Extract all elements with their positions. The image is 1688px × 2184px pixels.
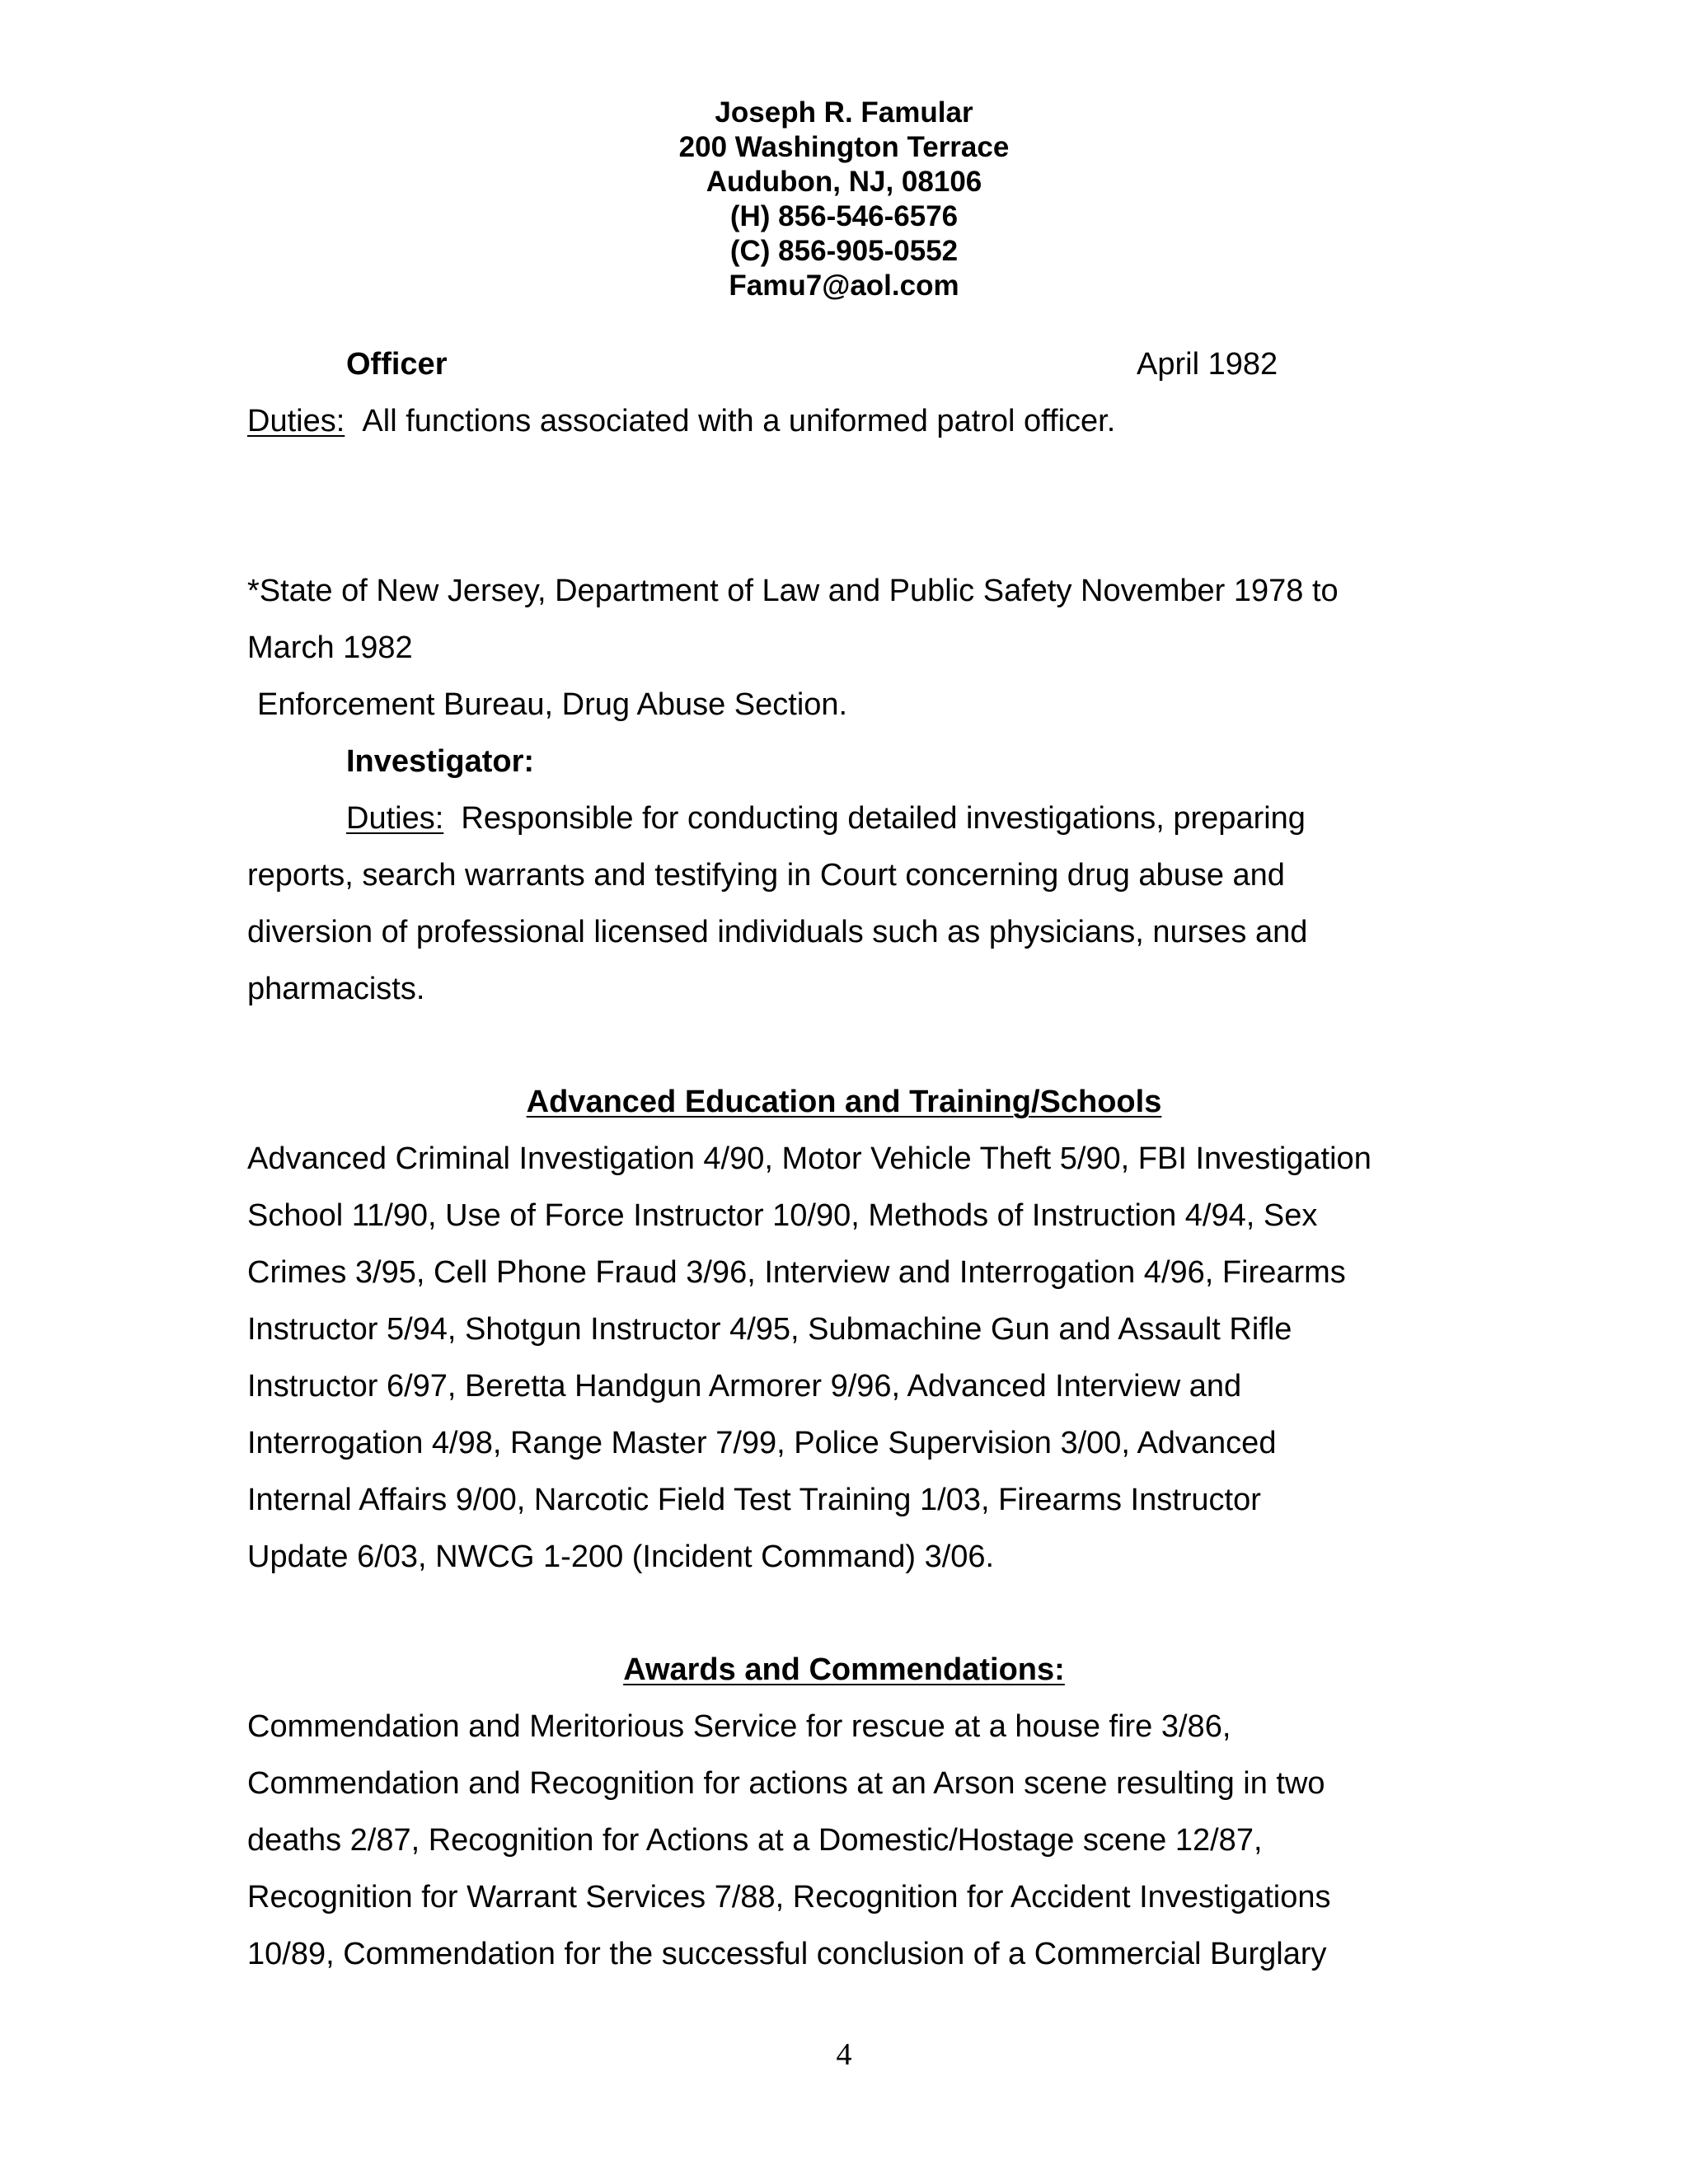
officer-duties-text: All functions associated with a uniformed patrol officer. <box>362 404 1116 438</box>
awards-line: Recognition for Warrant Services 7/88, Recognition for Accident Investigations <box>247 1880 1331 1915</box>
investigator-title: Investigator: <box>346 744 535 779</box>
investigator-duties-line: diversion of professional licensed individuals such as physicians, nurses and <box>247 915 1308 949</box>
page-number: 4 <box>836 2037 852 2072</box>
investigator-duties-line: pharmacists. <box>247 972 425 1006</box>
home-phone: (H) 856-546-6576 <box>729 200 959 232</box>
officer-date: April 1982 <box>1137 347 1278 382</box>
awards-heading: Awards and Commendations: <box>623 1652 1065 1687</box>
awards-line: Commendation and Recognition for actions at an Arson scene resulting in two <box>247 1766 1325 1801</box>
education-list <box>247 1131 1451 1586</box>
education-line: Instructor 5/94, Shotgun Instructor 4/95, Submachine Gun and Assault Rifle <box>247 1312 1292 1347</box>
awards-list <box>247 1699 1451 1983</box>
education-heading: Advanced Education and Training/Schools <box>526 1085 1162 1119</box>
education-line: Internal Affairs 9/00, Narcotic Field Test Training 1/03, Firearms Instructor <box>247 1483 1261 1517</box>
education-line: Update 6/03, NWCG 1-200 (Incident Command) 3/06. <box>247 1540 995 1574</box>
contact-header <box>0 96 1688 303</box>
officer-duties <box>247 393 1451 450</box>
investigator-duties-line: reports, search warrants and testifying in Court concerning drug abuse and <box>247 858 1285 893</box>
state-job-line: March 1982 <box>247 630 413 665</box>
officer-duties-label: Duties: <box>247 404 345 438</box>
education-line: Advanced Criminal Investigation 4/90, Motor Vehicle Theft 5/90, FBI Investigation <box>247 1141 1372 1176</box>
state-job-line: *State of New Jersey, Department of Law and Public Safety November 1978 to <box>247 574 1339 608</box>
awards-line: Commendation and Meritorious Service for rescue at a house fire 3/86, <box>247 1709 1231 1744</box>
state-job-section <box>247 563 1451 1018</box>
state-job-line: Enforcement Bureau, Drug Abuse Section. <box>257 687 848 722</box>
awards-line: deaths 2/87, Recognition for Actions at a Domestic/Hostage scene 12/87, <box>247 1823 1263 1858</box>
education-line: Interrogation 4/98, Range Master 7/99, Police Supervision 3/00, Advanced <box>247 1426 1277 1460</box>
education-line: Instructor 6/97, Beretta Handgun Armorer 9/96, Advanced Interview and <box>247 1369 1242 1404</box>
education-line: Crimes 3/95, Cell Phone Fraud 3/96, Interview and Interrogation 4/96, Firearms <box>247 1255 1346 1290</box>
awards-line: 10/89, Commendation for the successful conclusion of a Commercial Burglary <box>247 1937 1327 1971</box>
cell-phone: (C) 856-905-0552 <box>729 235 959 267</box>
investigator-duties-label: Duties: <box>346 801 444 836</box>
city-state-zip: Audubon, NJ, 08106 <box>706 166 982 198</box>
investigator-duties-first-line <box>247 790 1451 847</box>
email-address: Famu7@aol.com <box>729 269 959 302</box>
officer-title: Officer <box>346 347 448 382</box>
investigator-duties-text: Responsible for conducting detailed investigations, preparing <box>461 801 1306 836</box>
street-address: 200 Washington Terrace <box>678 131 1010 163</box>
applicant-name: Joseph R. Famular <box>715 96 973 129</box>
education-line: School 11/90, Use of Force Instructor 10/90, Methods of Instruction 4/94, Sex <box>247 1198 1318 1233</box>
